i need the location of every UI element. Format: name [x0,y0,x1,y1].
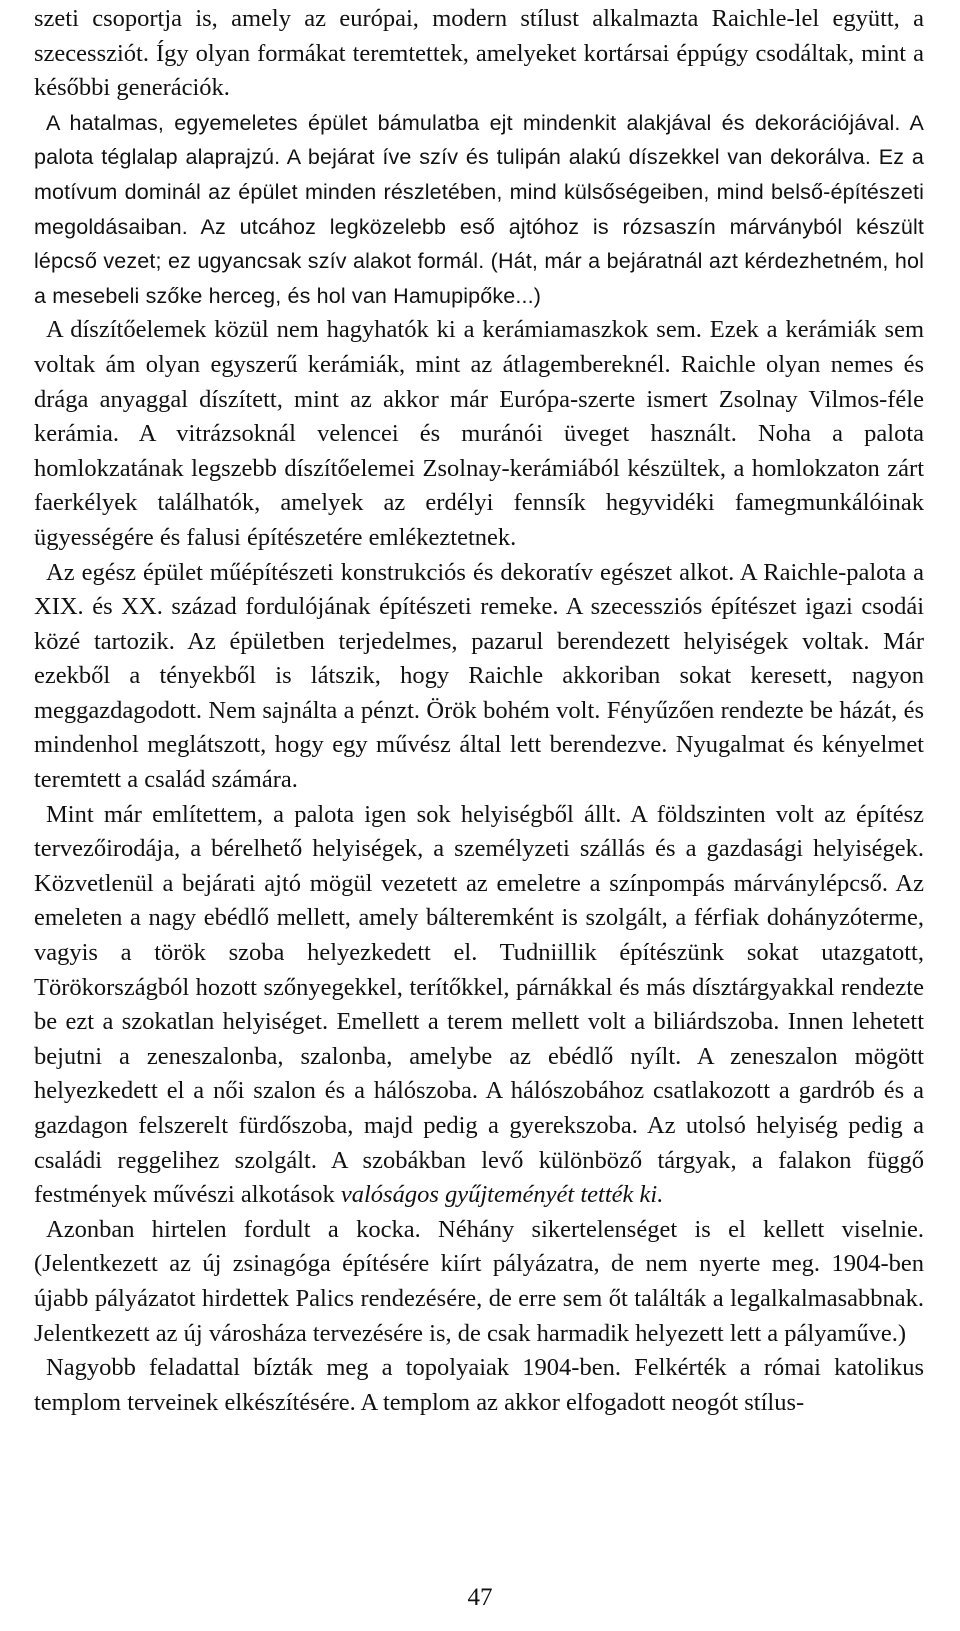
page-number: 47 [467,1584,493,1611]
paragraph-2 [34,106,924,314]
paragraph-7 [34,1351,924,1420]
paragraph-5 [34,798,924,1213]
paragraph-text: Nagyobb feladattal bízták meg a topolyaiak 1904-ben. Felkérték a római katolikus templom terveinek elkészítésére. A templom az akkor elfogadott neogót stílus- [34,1354,924,1416]
italic-text: valóságos gyűjteményét tették ki. [340,1181,664,1209]
paragraph-text: Az egész épület műépítészeti konstrukciós és dekoratív egészet alkot. A Raichle-palota a XIX. és XX. század fordulójának építészeti remeke. A szecessziós építészet igazi csodái közé tartozik. Az épületben terjedelmes, pazarul berendezett helyiségek voltak. Már ezekből a tényekből is látszik, hogy Raichle akkoriban sokat keresett, nagyon meggazdagodott. Nem sajnálta a pénzt. Örök bohém volt. Fényűzően rendezte be házát, és mindenhol meglátszott, hogy egy művész által lett berendezve. Nyugalmat és kényelmet teremtett a család számára. [34,558,924,794]
body-text [34,2,924,1420]
paragraph-text: Mint már említettem, a palota igen sok helyiségből állt. A földszinten volt az építész tervezőirodája, a bérelhető helyiségek, a személyzeti szállás és a gazdasági helyiségek. Közvetlenül a bejárati ajtó mögül vezetett az emeletre a színpompás márványlépcső. Az emeleten a nagy ebédlő mellett, amely bálteremként is szolgált, a férfiak dohányzóterme, vagyis a török szoba helyezkedett el. Tudniillik építészünk sokat utazgatott, Törökországból hozott szőnyegekkel, terítőkkel, párnákkal és más dísztárgyakkal rendezte be ezt a szokatlan helyiséget. Emellett a terem mellett volt a biliárdszoba. Innen lehetett bejutni a zeneszalonba, szalonba, amelybe az ebédlő nyílt. A zeneszalon mögött helyezkedett el a női szalon és a hálószoba. A hálószobához csatlakozott a gardrób és a gazdagon felszerelt fürdőszoba, majd pedig a gyerekszoba. Az utolsó helyiség pedig a családi reggelihez szolgált. A szobákban levő különböző tárgyak, a falakon függő festmények művészi alkotások [34,800,924,1209]
paragraph-text: A hatalmas, egyemeletes épület bámulatba ejt mindenkit alakjával és dekorációjával. A palota téglalap alaprajzú. A bejárat íve szív és tulipán alakú díszekkel van dekorálva. Ez a motívum dominál az épület minden részletében, mind külsőségeiben, mind belső-építészeti megoldásaiban. Az utcához legközelebb eső ajtóhoz is rózsaszín márványból készült lépcső vezet; ez ugyancsak szív alakot formál. (Hát, már a bejáratnál azt kérdezhetném, hol a mesebeli szőke herceg, és hol van Hamupipőke...) [34,110,924,308]
paragraph-4 [34,556,924,798]
paragraph-text: szeti csoportja is, amely az európai, modern stílust alkalmazta Raichle-lel együtt, a szecessziót. Így olyan formákat teremtettek, amelyeket kortársai éppúgy csodáltak, mint a későbbi generációk. [34,5,924,102]
paragraph-3 [34,313,924,555]
paragraph-6 [34,1213,924,1351]
paragraph-text: Azonban hirtelen fordult a kocka. Néhány sikertelenséget is el kellett viselnie. (Jelentkezett az új zsinagóga építésére kiírt pályázatra, de nem nyerte meg. 1904-ben újabb pályázatot hirdettek Palics rendezésére, de erre sem őt találták a legalkalmasabbnak. Jelentkezett az új városháza tervezésére is, de csak harmadik helyezett lett a pályaműve.) [34,1215,924,1347]
paragraph-1 [34,2,924,106]
paragraph-text: A díszítőelemek közül nem hagyhatók ki a kerámiamaszkok sem. Ezek a kerámiák sem voltak ám olyan egyszerű kerámiák, mint az átlagembereknél. Raichle olyan nemes és drága anyaggal díszített, mint az akkor már Európa-szerte ismert Zsolnay Vilmos-féle kerámia. A vitrázsoknál velencei és muránói üveget használt. Noha a palota homlokzatának legszebb díszítőelemei Zsolnay-kerámiából készültek, a homlokzaton zárt faerkélyek találhatók, amelyek az erdélyi fennsík hegyvidéki famegmunkálóinak ügyességére és falusi építészetére emlékeztetnek. [34,316,924,551]
